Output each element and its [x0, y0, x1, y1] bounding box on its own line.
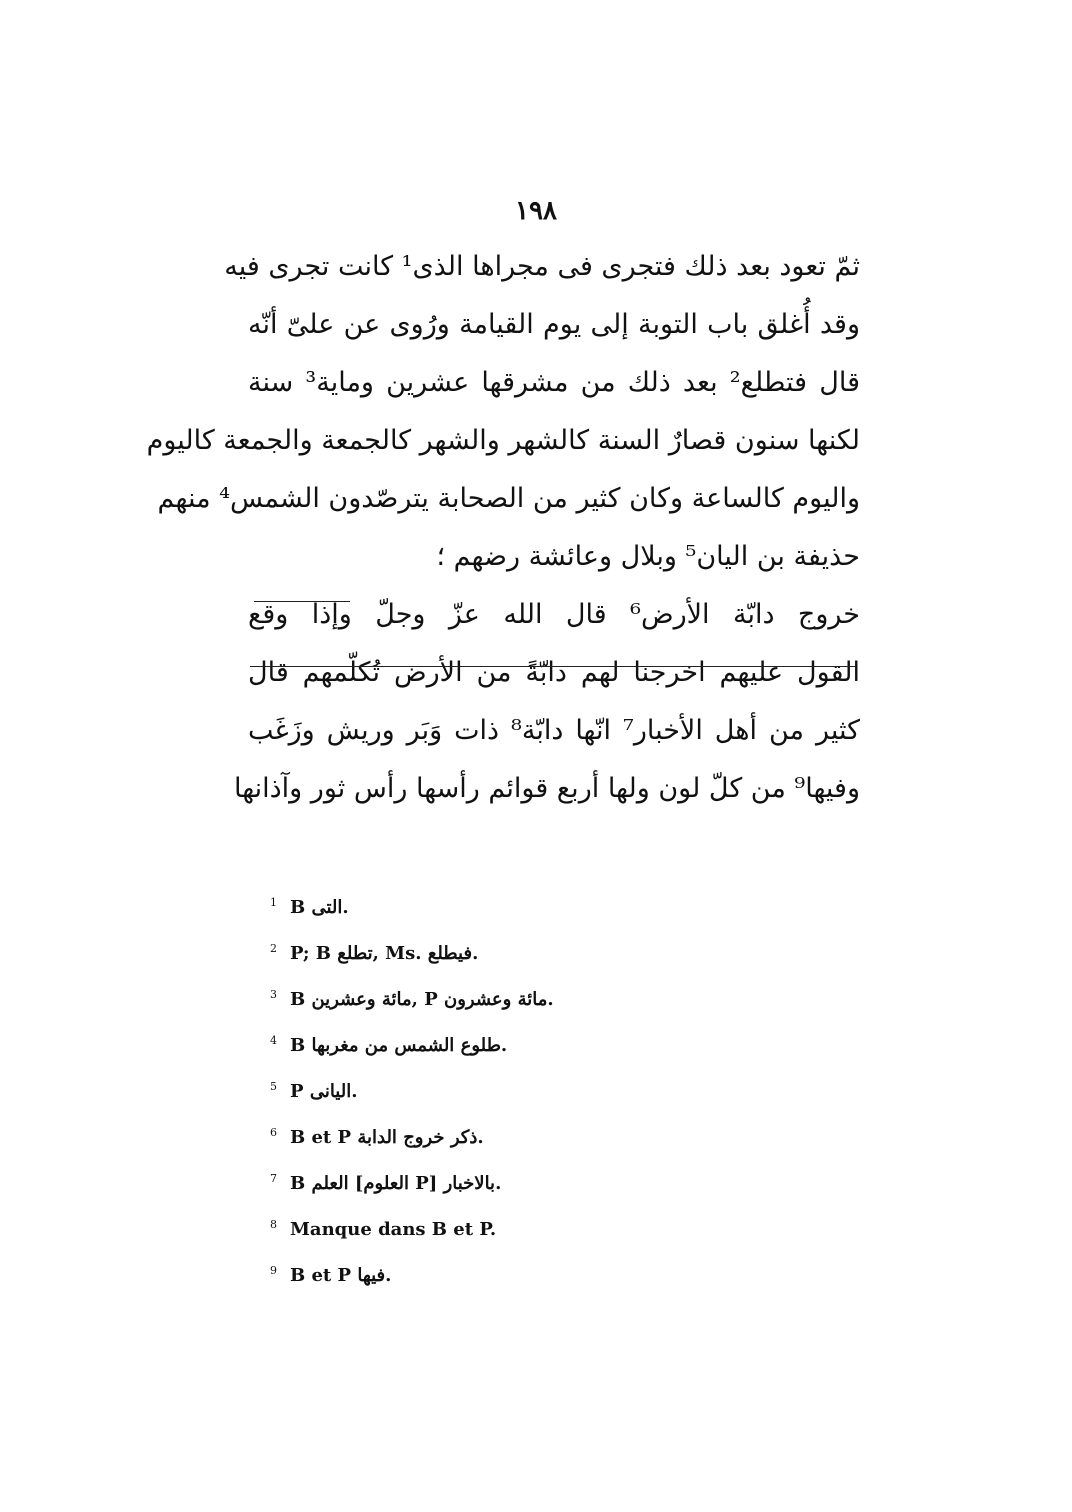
footnote: [270, 1202, 770, 1248]
footnote: [270, 1110, 770, 1156]
footnote: [270, 880, 770, 926]
text-line: قال فتطلع² بعد ذلك من مشرقها عشرين وماية³ سنة: [248, 367, 860, 398]
text-line: واليوم كالساعة وكان كثير من الصحابة يترصّدون الشمس⁴ منهم: [157, 483, 860, 514]
footnote: [270, 972, 770, 1018]
text-line: وفيها⁹ من كلّ لون ولها أربع قوائم رأسها رأس ثور وآذانها: [233, 773, 860, 804]
footnote: [270, 1018, 770, 1064]
footnote-number: 7: [270, 1172, 277, 1185]
text-line: حذيفة بن اليان⁵ وبلال وعائشة رضهم ؛: [436, 541, 860, 572]
page-number: ١٩٨: [515, 196, 557, 226]
footnote-text: Manque dans B et P.: [290, 1219, 497, 1240]
main-text: [146, 238, 860, 818]
footnote-text: B العلم [العلوم P] بالاخبار.: [290, 1173, 502, 1194]
footnote: [270, 1064, 770, 1110]
footnote-number: 5: [270, 1080, 277, 1093]
footnote-text: P اليانى.: [290, 1081, 358, 1102]
footnote-number: 6: [270, 1126, 277, 1139]
footnote-number: 9: [270, 1264, 277, 1277]
text-line: وقد أُغلق باب التوبة إلى يوم القيامة ورُوى عن علىّ أنّه: [248, 309, 860, 340]
footnotes: [270, 880, 770, 1294]
footnote-text: B et P فيها.: [290, 1265, 392, 1286]
footnote-text: B et P ذكر خروج الدابة.: [290, 1127, 484, 1148]
text-line: لكنها سنون قصارٌ السنة كالشهر والشهر كالجمعة والجمعة كاليوم: [146, 425, 860, 456]
footnote-number: 2: [270, 942, 277, 955]
footnote-number: 1: [270, 896, 277, 909]
footnote: [270, 1156, 770, 1202]
footnote: [270, 1248, 770, 1294]
text-line: كثير من أهل الأخبار⁷ انّها دابّة⁸ ذات وَبَر وريش وزَغَب: [248, 715, 860, 746]
section-heading-line: خروج دابّة الأرض⁶ قال الله عزّ وجلّ وإذا وقع: [248, 599, 860, 630]
heading-underline: [250, 666, 856, 667]
text-line: القول عليهم اخرجنا لهم دابّةً من الأرض تُكلّمهم قال: [248, 657, 860, 688]
footnote-number: 4: [270, 1034, 277, 1047]
footnote-text: B طلوع الشمس من مغربها.: [290, 1035, 508, 1056]
footnote-number: 3: [270, 988, 277, 1001]
separator-rule: [254, 601, 350, 602]
text-line: ثمّ تعود بعد ذلك فتجرى فى مجراها الذى¹ كانت تجرى فيه: [224, 251, 860, 282]
footnote-text: B التى.: [290, 897, 349, 918]
footnote: [270, 926, 770, 972]
footnote-text: B مائة وعشرين, P مائة وعشرون.: [290, 989, 554, 1010]
footnote-number: 8: [270, 1218, 277, 1231]
footnote-text: P; B تطلع, Ms. فيطلع.: [290, 943, 479, 964]
